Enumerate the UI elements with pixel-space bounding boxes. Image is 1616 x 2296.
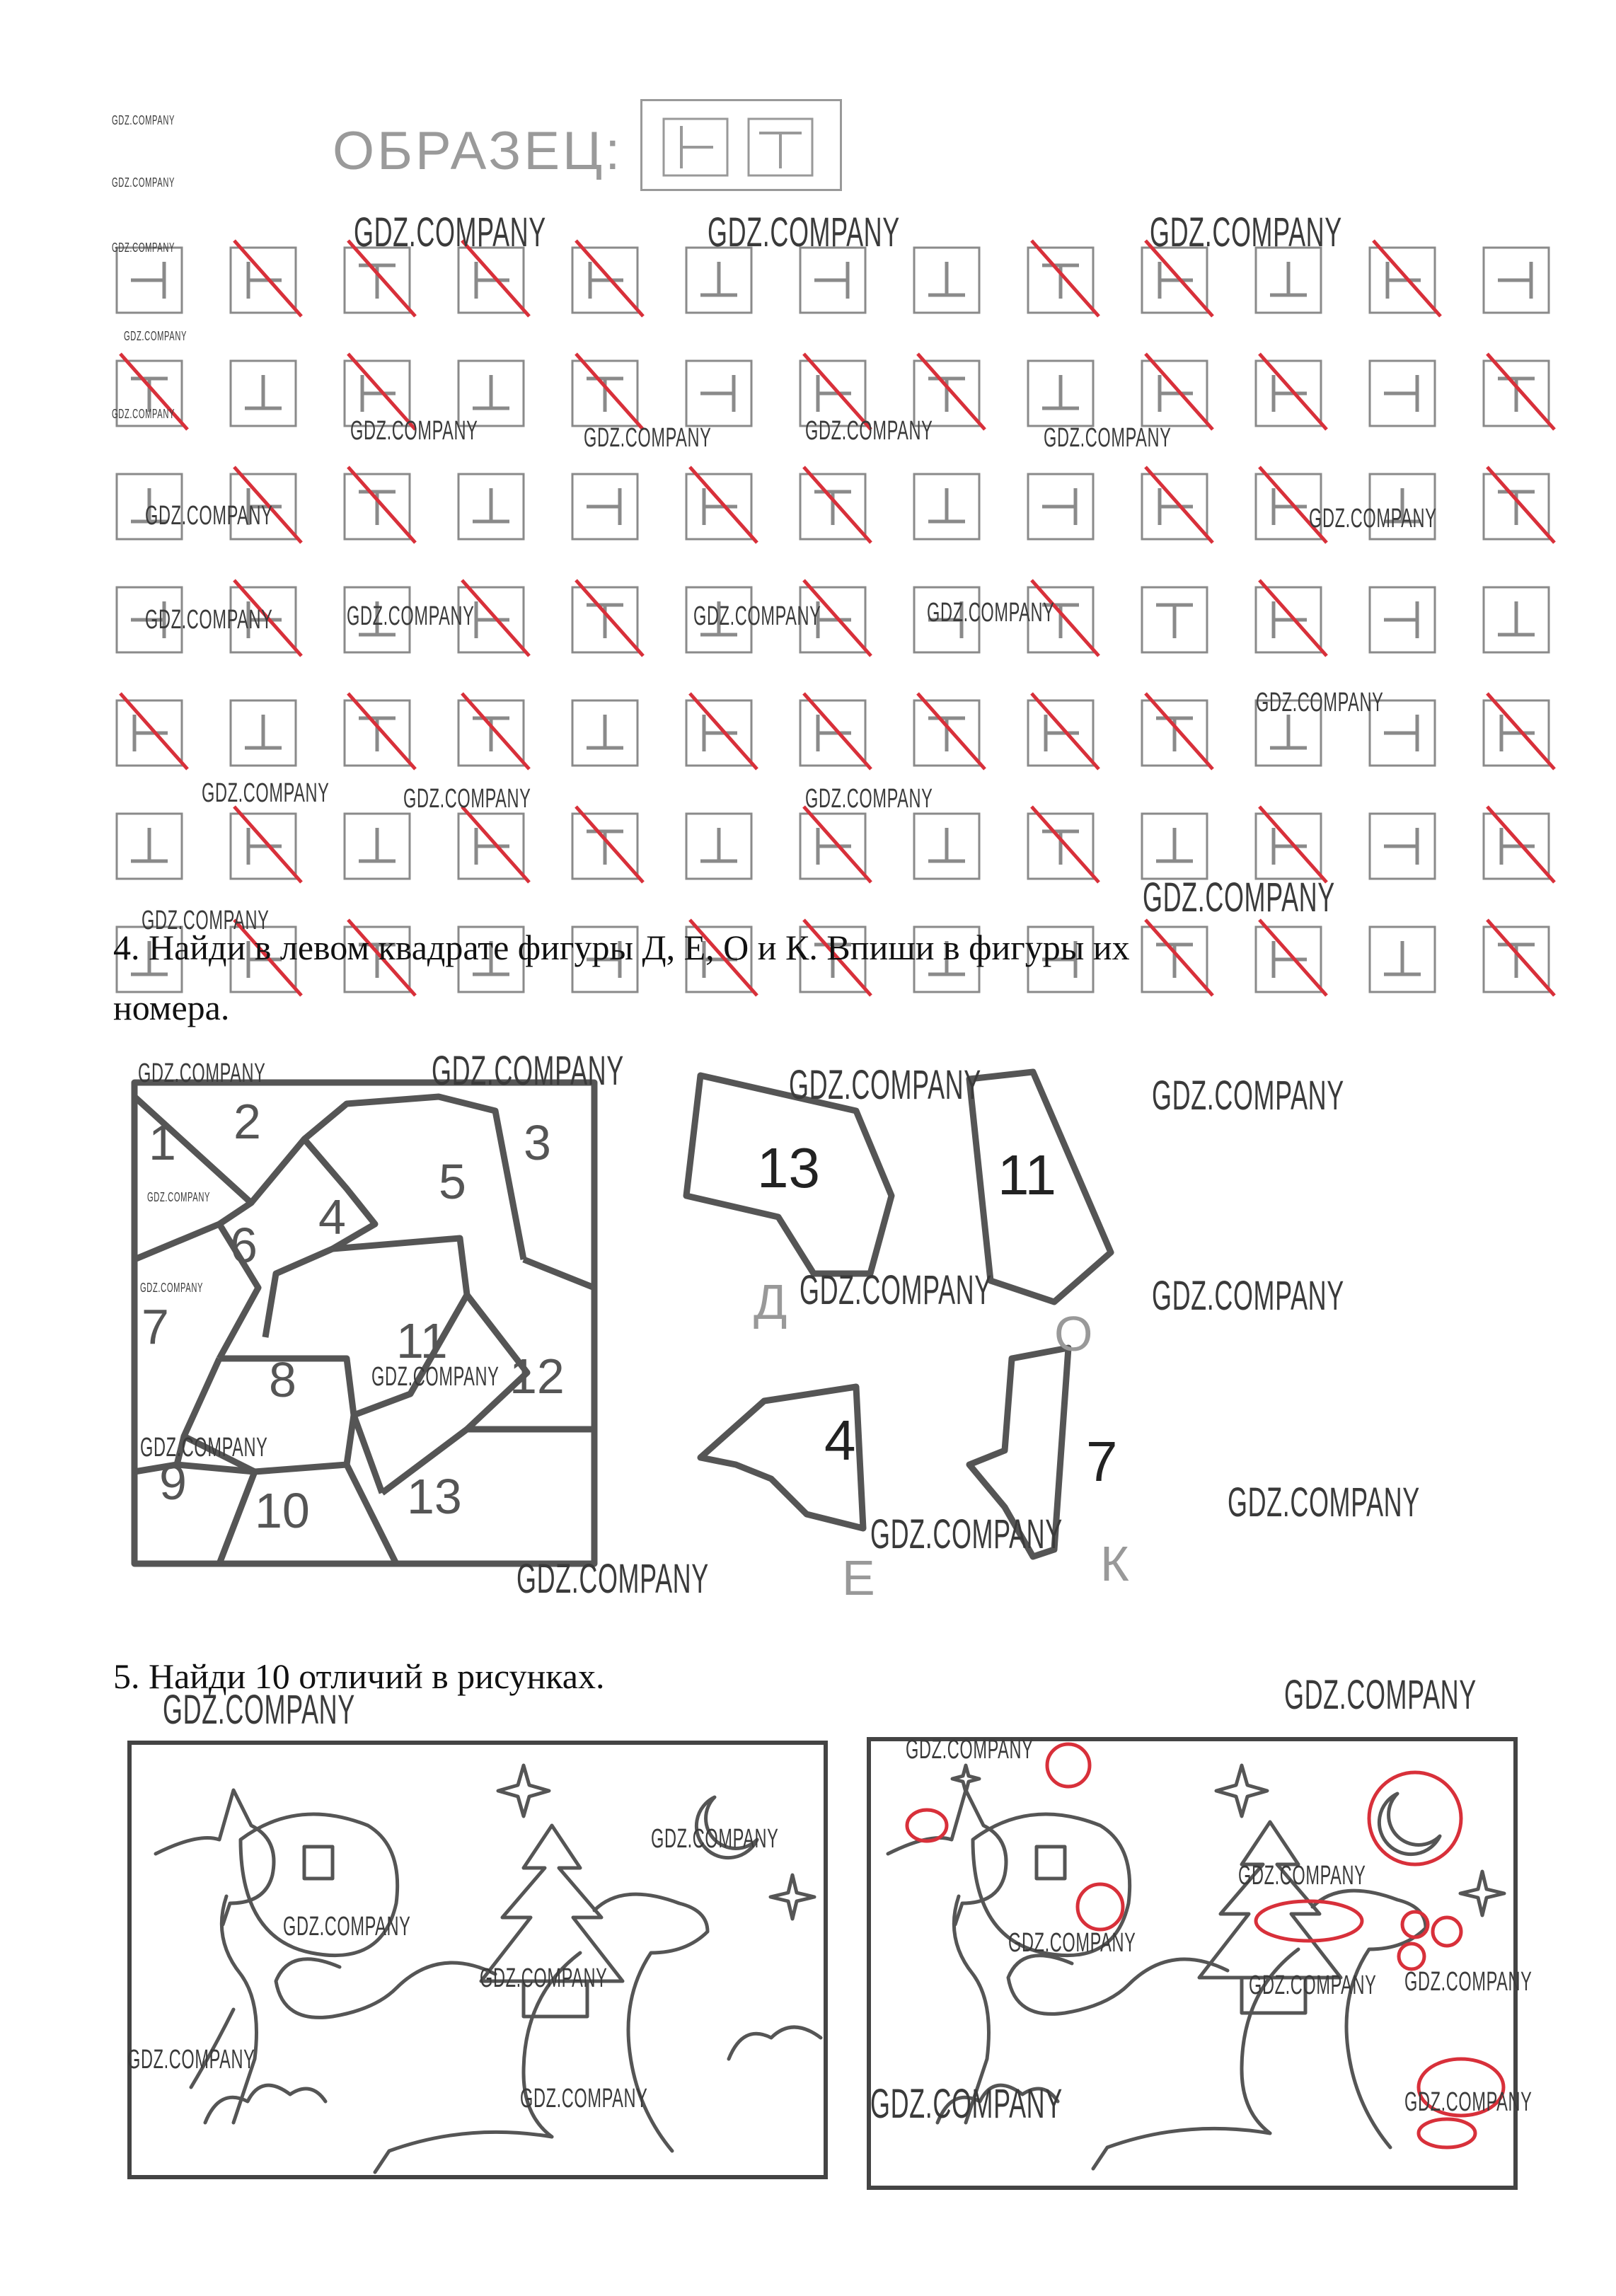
grid-cell	[231, 807, 301, 882]
grid-cell	[686, 248, 751, 313]
watermark: GDZ.COMPANY	[403, 784, 531, 814]
puzzle-number: 10	[255, 1483, 310, 1538]
grid-cell	[1484, 354, 1554, 429]
grid-cell	[117, 693, 187, 769]
watermark: GDZ.COMPANY	[1238, 1861, 1366, 1891]
grid-cell	[572, 807, 643, 882]
grid-cell	[1256, 807, 1327, 882]
grid-cell	[914, 248, 979, 313]
watermark: GDZ.COMPANY	[870, 1511, 1063, 1557]
watermark: GDZ.COMPANY	[1152, 1273, 1344, 1319]
grid-cell	[1028, 474, 1093, 539]
puzzle-number: 11	[396, 1313, 448, 1368]
grid-cell	[1256, 354, 1327, 429]
watermark: GDZ.COMPANY	[1228, 1479, 1420, 1525]
watermark: GDZ.COMPANY	[432, 1048, 624, 1094]
puzzle-number: 7	[142, 1299, 169, 1354]
watermark: GDZ.COMPANY	[800, 1267, 992, 1313]
watermark: GDZ.COMPANY	[354, 209, 546, 255]
puzzle-number: 8	[269, 1352, 296, 1407]
watermark: GDZ.COMPANY	[651, 1824, 779, 1854]
puzzle-number: 4	[318, 1189, 346, 1245]
puzzle-number: 6	[230, 1218, 258, 1273]
grid-cell	[1142, 354, 1213, 429]
watermark: GDZ.COMPANY	[927, 598, 1055, 628]
grid-cell	[914, 693, 985, 769]
grid-cell	[345, 814, 410, 879]
grid-cell	[231, 361, 296, 426]
watermark: GDZ.COMPANY	[112, 241, 175, 255]
grid-cell	[572, 700, 637, 766]
grid-cell	[1028, 807, 1099, 882]
watermark: GDZ.COMPANY	[906, 1735, 1034, 1765]
watermark: GDZ.COMPANY	[112, 175, 175, 190]
grid-cell	[1142, 693, 1213, 769]
task4-heading: 4. Найди в левом квадрате фигуры Д, Е, О и К. Впиши в фигуры их	[113, 928, 1130, 967]
grid-cell	[1142, 467, 1213, 543]
grid-cell	[1484, 467, 1554, 543]
shape-letter-e: Е	[842, 1550, 875, 1605]
watermark: GDZ.COMPANY	[584, 423, 712, 453]
watermark: GDZ.COMPANY	[112, 113, 175, 127]
picture-left	[127, 1741, 828, 2179]
shape-letter-o: О	[1054, 1306, 1093, 1361]
watermark: GDZ.COMPANY	[1150, 209, 1342, 255]
grid-cell	[572, 580, 643, 656]
watermark: GDZ.COMPANY	[1152, 1073, 1344, 1119]
shape-letter-d: Д	[754, 1274, 787, 1329]
grid-cell	[1256, 920, 1327, 996]
shape-number-o: 11	[998, 1143, 1057, 1206]
watermark: GDZ.COMPANY	[350, 416, 478, 446]
shape-number-d: 13	[757, 1136, 820, 1199]
grid-cell	[800, 248, 865, 313]
watermark: GDZ.COMPANY	[163, 1687, 355, 1733]
grid-cell	[914, 814, 979, 879]
watermark: GDZ.COMPANY	[147, 1190, 211, 1204]
grid-cell	[345, 693, 415, 769]
puzzle-number: 5	[439, 1154, 466, 1209]
shape-letter-k: К	[1100, 1536, 1129, 1591]
watermark: GDZ.COMPANY	[1284, 1672, 1477, 1718]
watermark: GDZ.COMPANY	[1256, 688, 1384, 717]
watermark: GDZ.COMPANY	[789, 1062, 981, 1108]
watermark: GDZ.COMPANY	[1044, 423, 1172, 453]
grid-cell	[914, 474, 979, 539]
watermark: GDZ.COMPANY	[805, 784, 933, 814]
watermark: GDZ.COMPANY	[1143, 875, 1335, 921]
watermark: GDZ.COMPANY	[138, 1058, 266, 1088]
grid-cell	[686, 467, 757, 543]
shape-number-e: 4	[824, 1409, 856, 1472]
watermark: GDZ.COMPANY	[1404, 1967, 1533, 1997]
grid-cell	[1028, 361, 1093, 426]
puzzle-number: 3	[524, 1115, 551, 1170]
watermark: GDZ.COMPANY	[1309, 504, 1437, 533]
grid-cell	[1370, 587, 1435, 652]
puzzle-number: 13	[407, 1469, 462, 1524]
grid-cell	[458, 807, 529, 882]
puzzle-number: 2	[233, 1094, 261, 1149]
grid-cell	[458, 474, 524, 539]
watermark: GDZ.COMPANY	[112, 407, 175, 421]
watermark: GDZ.COMPANY	[127, 2045, 255, 2075]
task5-heading: 5. Найди 10 отличий в рисунках.	[113, 1656, 605, 1696]
watermark: GDZ.COMPANY	[202, 778, 330, 808]
grid-cell	[1142, 814, 1207, 879]
watermark: GDZ.COMPANY	[805, 416, 933, 446]
grid-cell	[1028, 241, 1099, 316]
watermark: GDZ.COMPANY	[1008, 1928, 1136, 1958]
grid-cell	[117, 814, 182, 879]
watermark: GDZ.COMPANY	[145, 605, 273, 635]
watermark: GDZ.COMPANY	[480, 1963, 608, 1993]
watermark: GDZ.COMPANY	[145, 501, 273, 531]
watermark: GDZ.COMPANY	[1404, 2087, 1533, 2117]
grid-cell	[1484, 248, 1549, 313]
grid-cell	[1484, 807, 1554, 882]
grid-cell	[572, 241, 643, 316]
sample-box	[640, 99, 842, 191]
grid-cell	[1028, 693, 1099, 769]
grid-cell	[686, 814, 751, 879]
puzzle-number: 1	[149, 1115, 176, 1170]
grid-cell	[686, 361, 751, 426]
watermark: GDZ.COMPANY	[708, 209, 900, 255]
watermark: GDZ.COMPANY	[516, 1556, 709, 1602]
watermark: GDZ.COMPANY	[1249, 1971, 1377, 2000]
grid-cell	[1370, 241, 1441, 316]
watermark: GDZ.COMPANY	[140, 1281, 204, 1295]
grid-cell	[1370, 814, 1435, 879]
grid-cell	[800, 467, 871, 543]
puzzle-number: 9	[159, 1455, 187, 1510]
grid-cell	[231, 241, 301, 316]
shape-number-k: 7	[1086, 1430, 1118, 1493]
grid-cell	[1484, 693, 1554, 769]
grid-cell	[1256, 580, 1327, 656]
watermark: GDZ.COMPANY	[371, 1362, 500, 1392]
grid-cell	[231, 700, 296, 766]
watermark: GDZ.COMPANY	[140, 1433, 268, 1463]
grid-cell	[1142, 587, 1207, 652]
watermark: GDZ.COMPANY	[142, 906, 270, 935]
grid-cell	[345, 467, 415, 543]
grid-cell	[572, 474, 637, 539]
grid-cell	[1370, 927, 1435, 992]
watermark: GDZ.COMPANY	[693, 601, 821, 631]
sample-label: ОБРАЗЕЦ:	[333, 121, 623, 181]
watermark: GDZ.COMPANY	[870, 2081, 1063, 2127]
watermark: GDZ.COMPANY	[347, 601, 475, 631]
grid-cell	[458, 693, 529, 769]
puzzle-number: 12	[509, 1349, 565, 1404]
grid-cell	[117, 248, 182, 313]
grid-cell	[1484, 587, 1549, 652]
grid-cell	[1256, 248, 1321, 313]
grid-cell	[800, 693, 871, 769]
grid-cell	[800, 807, 871, 882]
task4-heading-line2: номера.	[113, 988, 230, 1027]
grid-cell	[1484, 920, 1554, 996]
grid-cell	[1370, 361, 1435, 426]
grid-cell	[1142, 920, 1213, 996]
grid-cell	[572, 354, 643, 429]
watermark: GDZ.COMPANY	[283, 1912, 411, 1942]
grid-cell	[686, 693, 757, 769]
watermark: GDZ.COMPANY	[124, 329, 187, 343]
watermark: GDZ.COMPANY	[520, 2084, 648, 2113]
